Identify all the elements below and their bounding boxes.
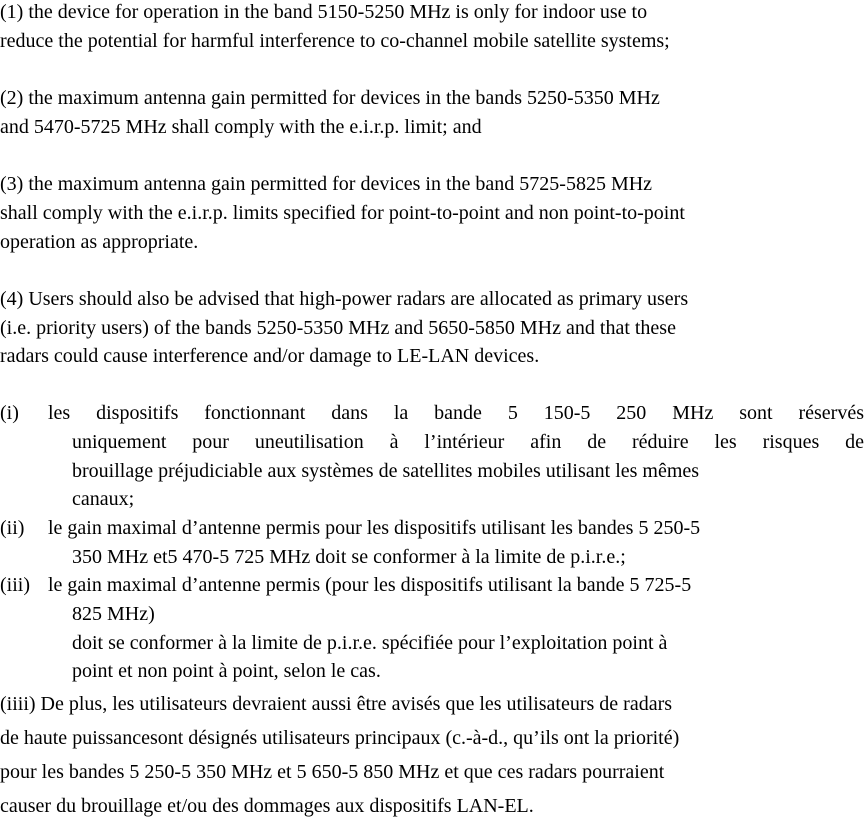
french-item-i-line-2: uniquement pour uneutilisation à l’intérieur afin de réduire les risques de	[72, 431, 864, 453]
paragraph-1-line-1: (1) the device for operation in the band 5150-5250 MHz is only for indoor use to	[0, 1, 648, 23]
french-item-i-line-3: brouillage préjudiciable aux systèmes de satellites mobiles utilisant les mêmes	[72, 460, 700, 482]
french-item-iii-line-3: doit se conformer à la limite de p.i.r.e. spécifiée pour l’exploitation point à	[72, 632, 668, 654]
french-item-iii-line-4: point et non point à point, selon le cas.	[72, 660, 381, 682]
paragraph-3-line-2: shall comply with the e.i.r.p. limits specified for point-to-point and non point-to-point	[0, 202, 685, 224]
french-item-iiii-line-3: pour les bandes 5 250-5 350 MHz et 5 650-5 850 MHz et que ces radars pourraient	[0, 761, 665, 783]
paragraph-2-line-2: and 5470-5725 MHz shall comply with the e.i.r.p. limit; and	[0, 116, 482, 138]
french-item-iiii-line-2: de haute puissancesont désignés utilisateurs principaux (c.-à-d., qu’ils ont la priorité)	[0, 727, 680, 749]
paragraph-4-line-3: radars could cause interference and/or damage to LE-LAN devices.	[0, 345, 540, 367]
french-item-iii-line-1: le gain maximal d’antenne permis (pour les dispositifs utilisant la bande 5 725-5	[48, 574, 692, 596]
paragraph-1-line-2: reduce the potential for harmful interference to co-channel mobile satellite systems;	[0, 30, 670, 52]
french-item-i-line-1: les dispositifs fonctionnant dans la bande 5 150-5 250 MHz sont réservés	[48, 402, 864, 424]
item-marker: (i)	[0, 402, 19, 424]
french-item-iiii-line-1: (iiii) De plus, les utilisateurs devraient aussi être avisés que les utilisateurs de radars	[0, 693, 673, 715]
french-item-ii-line-2: 350 MHz et5 470-5 725 MHz doit se conformer à la limite de p.i.r.e.;	[72, 546, 626, 568]
paragraph-3-line-1: (3) the maximum antenna gain permitted for devices in the band 5725-5825 MHz	[0, 173, 653, 195]
french-item-iii-line-2: 825 MHz)	[72, 603, 155, 625]
paragraph-4-line-1: (4) Users should also be advised that high-power radars are allocated as primary users	[0, 288, 689, 310]
french-item-iiii-line-4: causer du brouillage et/ou des dommages aux dispositifs LAN-EL.	[0, 795, 534, 817]
item-marker: (ii)	[0, 517, 25, 539]
french-item-i-line-4: canaux;	[72, 488, 135, 510]
paragraph-4-line-2: (i.e. priority users) of the bands 5250-5350 MHz and 5650-5850 MHz and that these	[0, 317, 676, 339]
french-item-ii-line-1: le gain maximal d’antenne permis pour les dispositifs utilisant les bandes 5 250-5	[48, 517, 701, 539]
paragraph-2-line-1: (2) the maximum antenna gain permitted for devices in the bands 5250-5350 MHz	[0, 87, 660, 109]
item-marker: (iii)	[0, 574, 30, 596]
paragraph-3-line-3: operation as appropriate.	[0, 231, 199, 253]
